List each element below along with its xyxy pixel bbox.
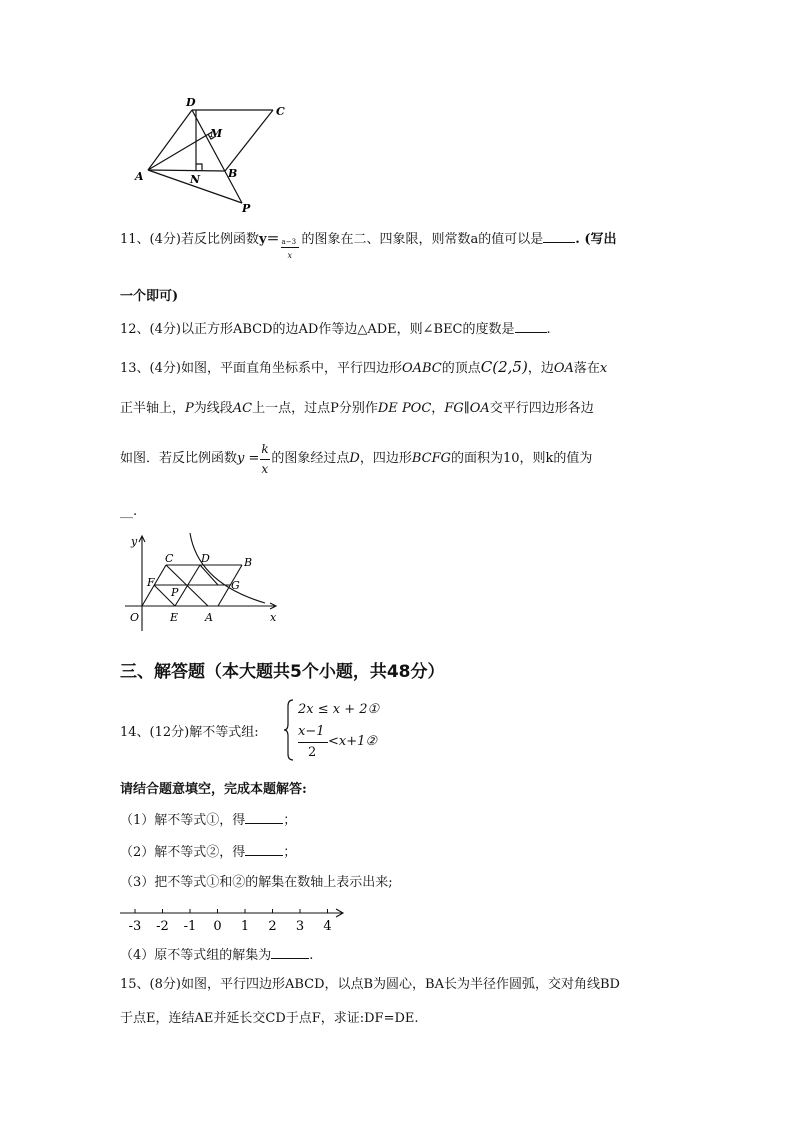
number-line-label: -3 bbox=[128, 919, 142, 934]
fig2-label-B: B bbox=[244, 556, 253, 569]
q13-l2b: P bbox=[185, 401, 194, 416]
number-line-label: -2 bbox=[156, 919, 169, 934]
fig2-label-O: O bbox=[130, 611, 140, 624]
q14-s4-text: （4）原不等式组的解集为 bbox=[120, 948, 272, 963]
q13-l3h: BCFG bbox=[411, 451, 452, 466]
q14-s4-blank bbox=[271, 946, 309, 959]
q13-l1c: 的顶点 bbox=[441, 361, 481, 376]
fig2-label-P: P bbox=[171, 586, 179, 599]
number-line-label: 4 bbox=[323, 919, 332, 934]
question-11-line2: 一个即可) bbox=[120, 289, 179, 304]
question-13-line4: __. bbox=[120, 504, 138, 519]
q13-l2h: ， bbox=[431, 401, 445, 416]
q14-s2-text: （2）解不等式②，得 bbox=[120, 845, 246, 860]
question-15-line1: 15、(8分)如图，平行四边形ABCD，以点B为圆心，BA长为半径作圆弧，交对角线BD bbox=[120, 977, 620, 992]
q13-l1g: 落在 bbox=[573, 361, 600, 376]
q13-l1f: OA bbox=[553, 361, 574, 376]
q11-prefix: 11、(4分)若反比例函数 bbox=[120, 232, 259, 247]
fig2-label-E: E bbox=[170, 611, 179, 624]
q13-frac-den: x bbox=[261, 462, 269, 476]
q11-frac-bar bbox=[281, 247, 299, 248]
q13-l2d: AC bbox=[232, 401, 253, 416]
q14-s2-blank bbox=[245, 843, 283, 856]
question-13-line1 bbox=[120, 358, 607, 378]
q13-l2e: 上一点，过点P分别作 bbox=[252, 401, 378, 416]
question-12 bbox=[120, 320, 551, 339]
question-11-line1 bbox=[120, 230, 617, 260]
question-13-line2 bbox=[120, 400, 594, 418]
fig1-label-B: B bbox=[228, 167, 238, 180]
q13-fraction bbox=[259, 442, 271, 476]
q14-step-1 bbox=[120, 811, 296, 830]
q13-l3i: 的面积为10，则k的值为 bbox=[451, 451, 593, 466]
figure-parallelogram-abcd bbox=[130, 95, 300, 220]
q13-frac-num: k bbox=[261, 442, 269, 456]
q14-ineq2-bar bbox=[298, 742, 328, 743]
q13-l3f: D bbox=[349, 451, 360, 466]
q13-l3e: 的图象经过点 bbox=[271, 451, 350, 466]
q13-l3b: y = bbox=[237, 451, 260, 466]
number-line-label: 1 bbox=[240, 919, 250, 934]
q13-l1h: x bbox=[599, 361, 608, 376]
q11-fraction bbox=[280, 230, 302, 260]
q14-ineq2-den: 2 bbox=[308, 745, 317, 760]
q14-step-3: （3）把不等式①和②的解集在数轴上表示出来; bbox=[120, 875, 393, 890]
fig2-label-A: A bbox=[205, 611, 213, 624]
q11-func: y＝ bbox=[258, 232, 280, 247]
q12-answer-blank bbox=[515, 320, 547, 333]
q13-l2a: 正半轴上， bbox=[120, 401, 186, 416]
fig2-label-C: C bbox=[165, 552, 174, 565]
q13-l1b: OABC bbox=[401, 361, 442, 376]
fig1-label-P: P bbox=[242, 202, 251, 215]
question-13-line3 bbox=[120, 442, 593, 476]
q14-intro: 请结合题意填空，完成本题解答: bbox=[120, 782, 307, 797]
q13-l1d: C(2,5) bbox=[480, 358, 528, 376]
q13-l2c: 为线段 bbox=[193, 401, 233, 416]
q13-l2g: POC bbox=[401, 401, 432, 416]
fig1-label-D: D bbox=[186, 96, 196, 109]
q14-ineq2-num: x−1 bbox=[298, 724, 325, 739]
q14-inequality-1: 2x ≤ x + 2① bbox=[298, 702, 380, 717]
q12-text: 12、(4分)以正方形ABCD的边AD作等边△ADE，则∠BEC的度数是 bbox=[120, 322, 515, 337]
fig2-label-y: y bbox=[131, 535, 138, 548]
q14-step-4 bbox=[120, 946, 313, 965]
q14-s1-blank bbox=[245, 811, 283, 824]
q13-l3g: ，四边形 bbox=[359, 451, 412, 466]
q14-s4-tail: . bbox=[309, 948, 314, 963]
number-line-label: 3 bbox=[295, 919, 305, 934]
q13-l1a: 13、(4分)如图，平面直角坐标系中，平行四边形 bbox=[120, 361, 402, 376]
q14-prefix: 14、(12分)解不等式组: bbox=[120, 725, 259, 740]
q14-s1-tail: ； bbox=[283, 813, 297, 828]
q11-tail: . (写出 bbox=[575, 232, 617, 247]
q13-l1e: ，边 bbox=[527, 361, 554, 376]
fig2-label-x: x bbox=[270, 611, 277, 624]
fig2-label-G: G bbox=[231, 579, 240, 592]
number-line bbox=[118, 903, 350, 935]
q14-s2-tail: ； bbox=[283, 845, 297, 860]
fig1-label-M: M bbox=[210, 127, 223, 140]
q12-tail: . bbox=[546, 322, 551, 337]
fig2-label-F: F bbox=[147, 576, 155, 589]
q11-suffix: 的图象在二、四象限，则常数a的值可以是 bbox=[301, 232, 544, 247]
q14-inequality-2 bbox=[298, 724, 408, 764]
number-line-label: -1 bbox=[183, 919, 197, 934]
q14-step-2 bbox=[120, 843, 296, 862]
number-line-label: 2 bbox=[268, 919, 277, 934]
fig1-label-C: C bbox=[276, 105, 285, 118]
q11-frac-den: x bbox=[287, 251, 293, 260]
figure-coordinate-plane bbox=[120, 533, 290, 633]
q13-l2f: DE bbox=[377, 401, 398, 416]
q11-answer-blank bbox=[543, 230, 575, 243]
q13-l2j: 交平行四边形各边 bbox=[489, 401, 594, 416]
fig1-label-N: N bbox=[190, 173, 201, 186]
q14-s1-text: （1）解不等式①，得 bbox=[120, 813, 246, 828]
q11-frac-num: a−3 bbox=[281, 238, 297, 246]
question-15-line2: 于点E，连结AE并延长交CD于点F，求证:DF=DE. bbox=[120, 1011, 419, 1026]
fig2-label-D: D bbox=[201, 552, 210, 565]
q13-l2i: FG∥OA bbox=[444, 401, 490, 416]
section-3-heading: 三、解答题（本大题共5个小题，共48分） bbox=[120, 662, 445, 682]
q13-l3a: 如图．若反比例函数 bbox=[120, 451, 238, 466]
fig1-label-A: A bbox=[135, 170, 144, 183]
q14-brace bbox=[283, 698, 295, 762]
q14-ineq2-rest: <x+1② bbox=[328, 734, 378, 749]
number-line-label: 0 bbox=[213, 919, 222, 934]
